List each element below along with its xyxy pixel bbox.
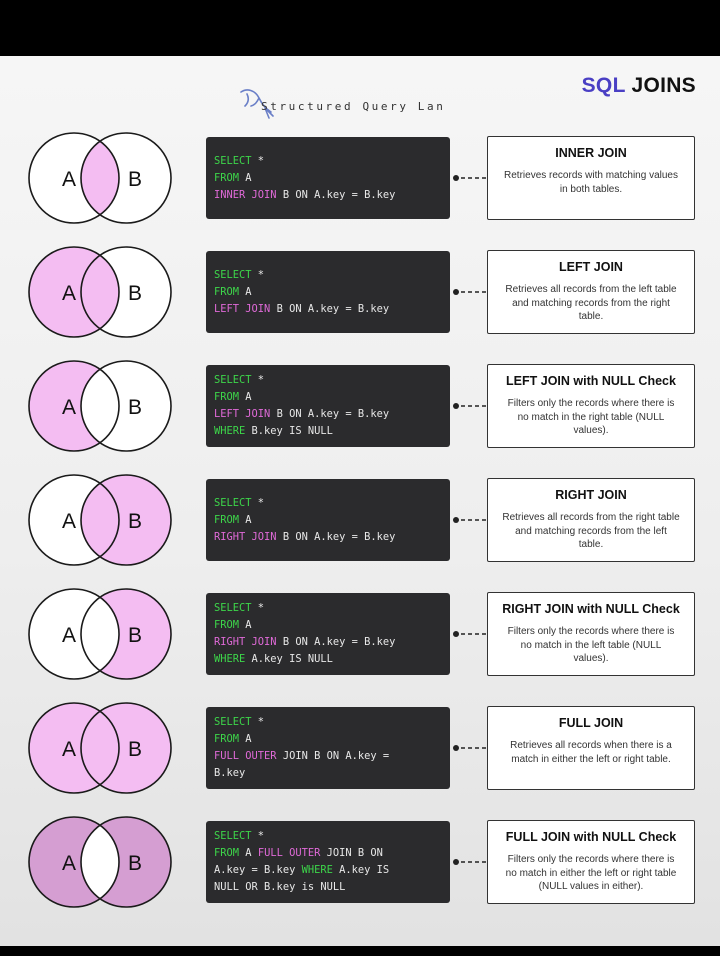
code-line [214,879,442,896]
code-line [214,512,442,529]
join-description-box [487,820,695,904]
code-token: B.key [214,767,246,779]
code-token: * [251,602,265,614]
sql-code-block [206,251,450,333]
code-line [214,406,442,423]
code-keyword: RIGHT JOIN [214,530,277,543]
code-keyword: FROM [214,847,240,859]
venn-label-b: B [128,510,143,533]
code-keyword: SELECT [214,268,252,281]
code-token: B.key IS NULL [245,425,333,437]
code-keyword: SELECT [214,154,252,167]
code-line [214,187,442,204]
code-line [214,617,442,634]
code-line [214,714,442,731]
join-row [0,586,720,686]
code-keyword: LEFT JOIN [214,302,271,315]
code-token: A.key IS NULL [245,653,333,665]
venn-diagram [22,244,182,340]
code-token: * [251,830,265,842]
venn-label-b: B [128,396,143,419]
code-token: * [251,496,265,509]
sql-code-block [206,137,450,219]
code-line [214,153,442,170]
venn-label-a: A [62,396,77,419]
code-keyword: FROM [214,285,240,298]
code-token: * [251,268,265,281]
code-token: A [239,171,252,184]
code-line [214,284,442,301]
join-description-box [487,364,695,448]
code-line [214,301,442,318]
venn-label-b: B [128,282,143,305]
code-keyword: FROM [214,391,240,403]
venn-diagram [22,130,182,226]
code-token: * [251,154,265,167]
join-description: Retrieves records with matching values in both tables. [504,170,678,195]
code-token: A [239,619,252,631]
code-keyword: RIGHT JOIN [214,636,277,648]
join-description: Retrieves all records when there is a match in either the left or right table. [510,740,672,765]
code-token: * [251,374,265,386]
code-keyword: SELECT [214,374,252,386]
code-token: A [239,391,252,403]
code-keyword: FROM [214,513,240,526]
code-token: JOIN B ON [320,847,383,859]
code-line [214,634,442,651]
venn-diagram [22,586,182,682]
title-joins: JOINS [631,74,696,97]
sql-code-block [206,479,450,561]
venn-label-b: B [128,624,143,647]
join-row [0,358,720,458]
title-sql: SQL [581,74,626,97]
code-keyword: WHERE [301,864,333,876]
join-description-box [487,478,695,562]
code-line [214,731,442,748]
join-title: RIGHT JOIN [555,488,627,502]
join-description: Retrieves all records from the left table and matching records from the right table. [505,284,677,322]
code-line [214,862,442,879]
sql-code-block [206,821,450,903]
code-token: B ON A.key = B.key [270,302,390,315]
venn-label-b: B [128,738,143,761]
code-token: B ON A.key = B.key [276,530,396,543]
join-description-box [487,706,695,790]
code-keyword: SELECT [214,602,252,614]
venn-label-a: A [62,510,77,533]
venn-diagram [22,472,182,568]
code-token: B ON A.key = B.key [276,636,396,648]
venn-label-a: A [62,738,77,761]
venn-diagram [22,700,182,796]
code-keyword: SELECT [214,716,252,728]
code-line [214,529,442,546]
code-line [214,372,442,389]
join-description: Filters only the records where there is no match in either the left or right table (NULL values in either). [505,854,677,892]
sql-code-block [206,365,450,447]
venn-label-a: A [62,852,77,875]
code-line [214,495,442,512]
join-title: RIGHT JOIN with NULL Check [502,602,680,616]
code-keyword: SELECT [214,830,252,842]
sql-code-block [206,707,450,789]
code-keyword: FROM [214,733,240,745]
code-token: A.key = B.key [214,864,302,876]
join-title: LEFT JOIN with NULL Check [506,374,676,388]
join-description-box [487,250,695,334]
join-title: FULL JOIN [558,716,624,730]
join-title: INNER JOIN [555,146,627,160]
code-keyword: FROM [214,619,240,631]
code-line [214,765,442,782]
venn-label-a: A [62,282,77,305]
join-description-box [487,136,695,220]
sql-code-block [206,593,450,675]
code-line [214,389,442,406]
code-keyword: LEFT JOIN [214,408,271,420]
code-line [214,651,442,668]
venn-label-a: A [62,624,77,647]
code-line [214,423,442,440]
code-keyword: INNER JOIN [214,188,277,201]
code-keyword: FROM [214,171,240,184]
join-title: FULL JOIN with NULL Check [505,830,677,844]
code-line [214,267,442,284]
venn-label-b: B [128,168,143,191]
code-token: B ON A.key = B.key [276,188,396,201]
code-token: A [239,733,252,745]
code-token: A [239,513,252,526]
code-keyword: FULL OUTER [257,847,321,859]
brand-text: Structured Query Lan [261,100,446,113]
code-keyword: SELECT [214,496,252,509]
code-line [214,600,442,617]
join-description: Filters only the records where there is no match in the left table (NULL values). [507,626,675,664]
join-row [0,130,720,230]
page-title [582,74,696,98]
code-token: NULL OR B.key is NULL [214,881,346,893]
code-line [214,828,442,845]
join-title: LEFT JOIN [559,260,623,274]
code-token: A.key IS [332,864,390,876]
infographic-page [0,56,720,946]
brand [237,86,477,120]
code-line [214,845,442,862]
code-line [214,170,442,187]
venn-diagram [22,358,182,454]
code-token: A [239,285,252,298]
code-keyword: FULL OUTER [214,750,277,762]
join-row [0,700,720,800]
join-row [0,244,720,344]
code-token: A [239,847,258,859]
join-row [0,814,720,914]
code-token: JOIN B ON A.key = [276,750,390,762]
join-description-box [487,592,695,676]
code-keyword: WHERE [214,653,246,665]
venn-label-b: B [128,852,143,875]
code-token: B ON A.key = B.key [270,408,390,420]
join-description: Filters only the records where there is no match in the right table (NULL values). [507,398,675,436]
code-keyword: WHERE [214,425,246,437]
join-description: Retrieves all records from the right table and matching records from the left table. [502,512,680,550]
venn-diagram [22,814,182,910]
venn-label-a: A [62,168,77,191]
code-line [214,748,442,765]
code-token: * [251,716,265,728]
join-row [0,472,720,572]
